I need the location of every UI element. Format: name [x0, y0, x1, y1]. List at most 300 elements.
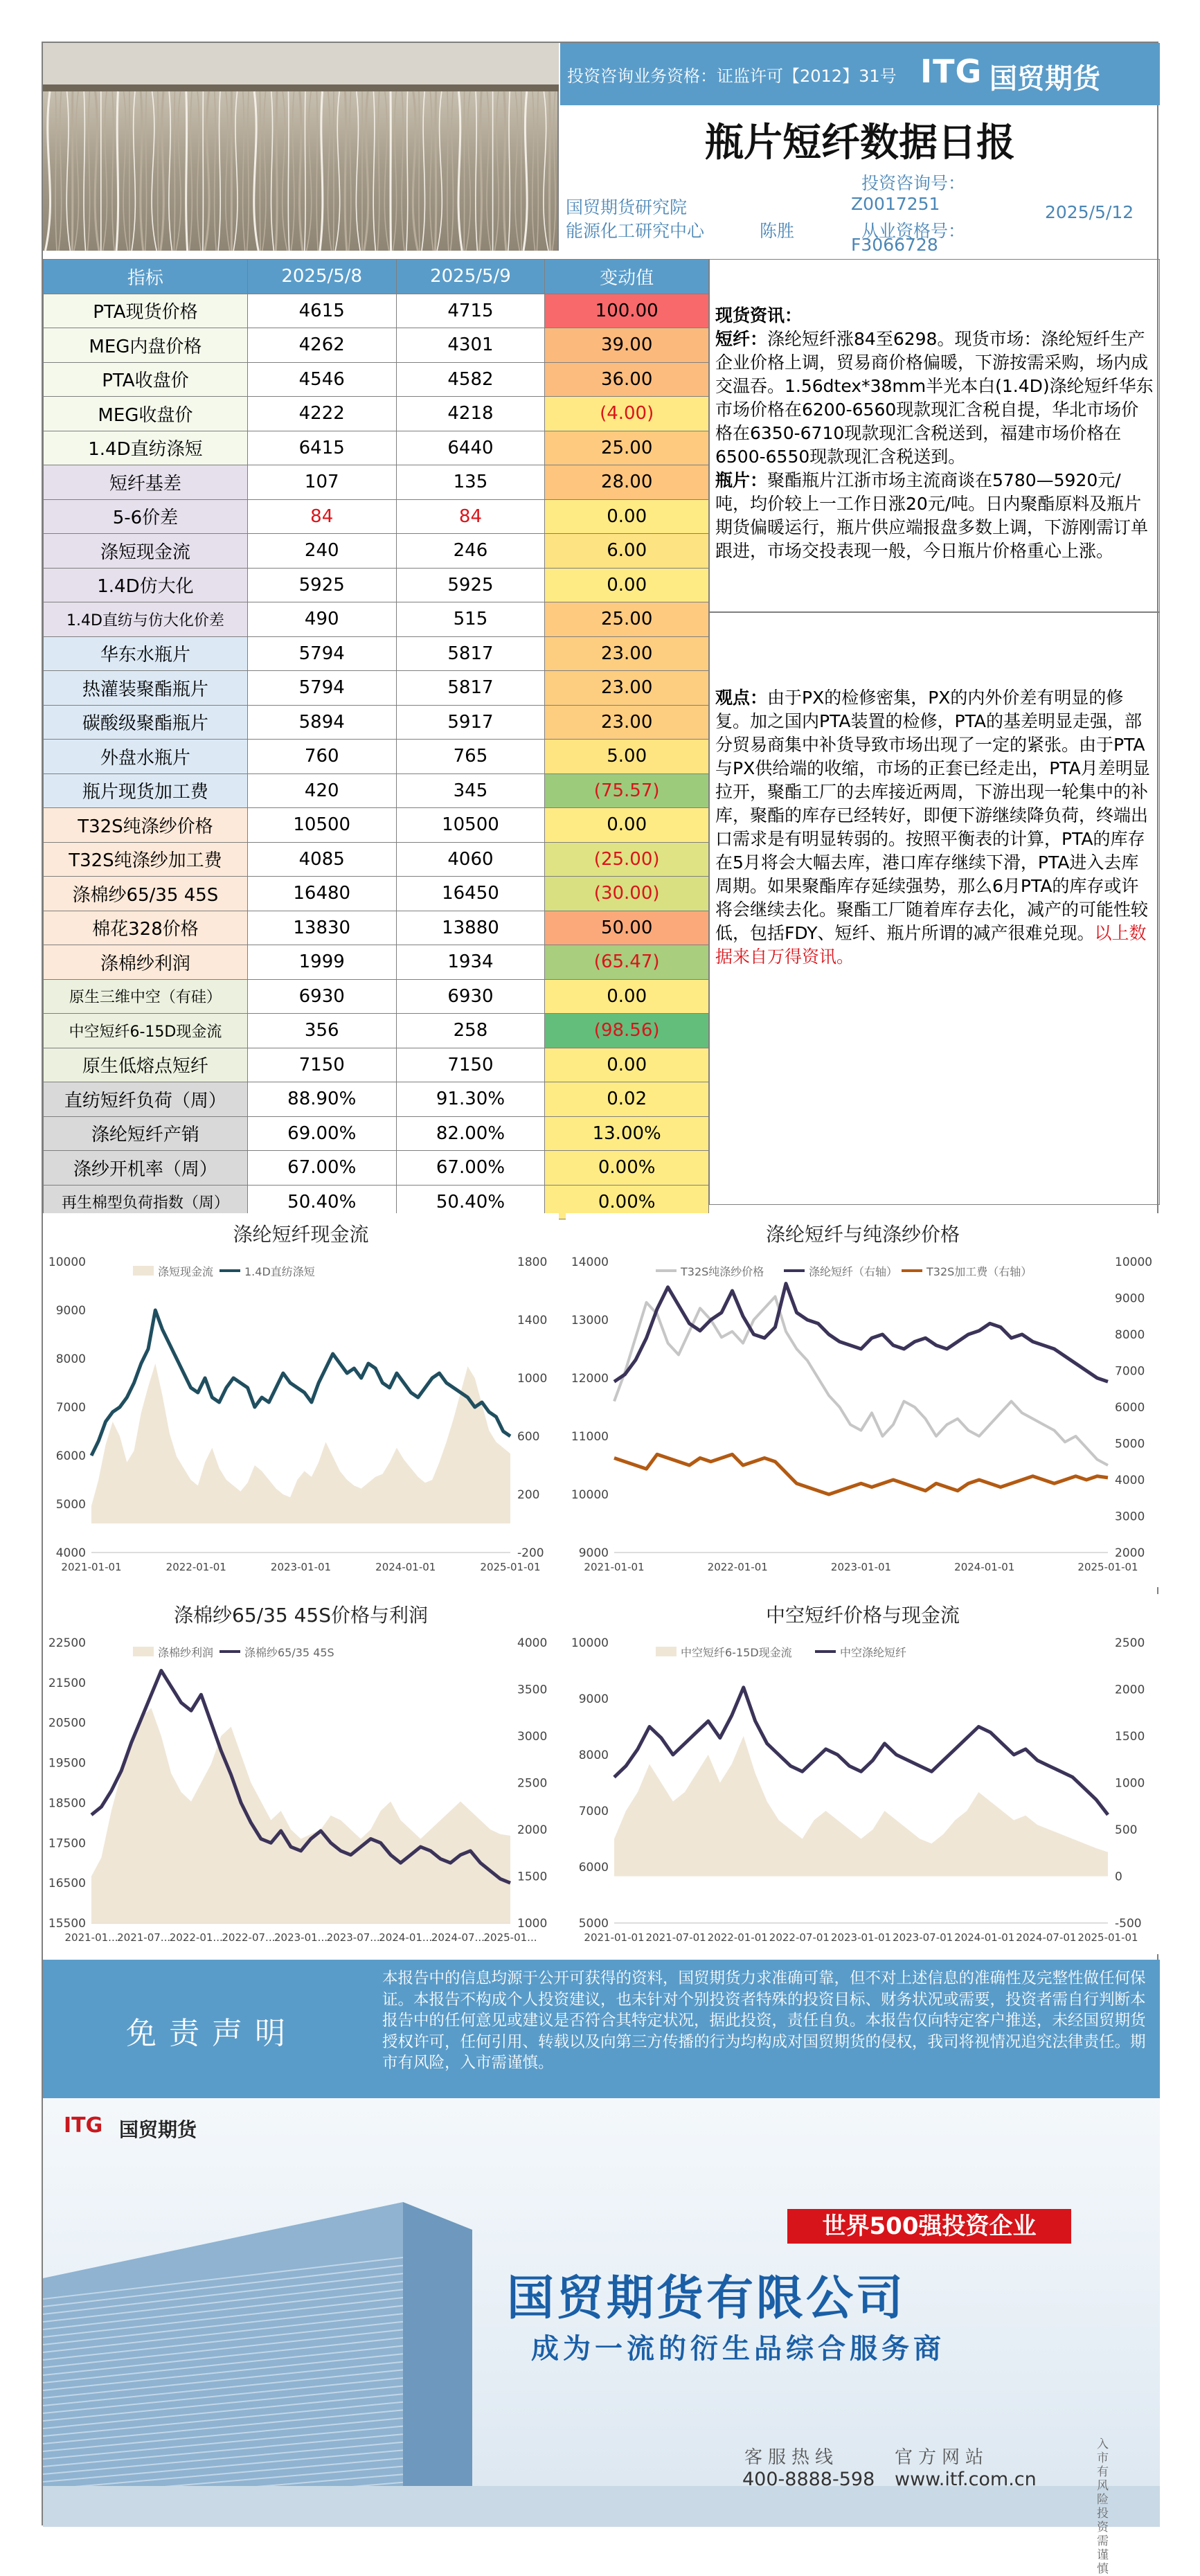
indicator-cell: 涤棉纱65/35 45S: [44, 877, 248, 911]
value-date2-cell: 5817: [396, 671, 545, 706]
thread-line: [145, 91, 147, 251]
value-date1-cell: 7150: [247, 1048, 396, 1082]
indicator-cell: 瓶片现货加工费: [44, 773, 248, 808]
value-date2-cell: 4301: [396, 328, 545, 363]
value-date2-cell: 5917: [396, 705, 545, 740]
thread-line: [87, 91, 89, 251]
y-right-tick: -500: [1115, 1917, 1142, 1931]
indicator-cell: 棉花328价格: [44, 911, 248, 945]
value-date2-cell: 765: [396, 740, 545, 774]
y-right-tick: 6000: [1115, 1401, 1145, 1415]
thread-line: [169, 91, 172, 251]
value-date2-cell: 258: [396, 1014, 545, 1048]
series-area: [91, 1363, 510, 1523]
table-body: [44, 294, 709, 1219]
y-right-tick: 1000: [517, 1917, 548, 1931]
legend-label: 涤棉纱利润: [158, 1646, 214, 1659]
table-row: [44, 465, 709, 500]
x-tick: 2024-01-01: [954, 1561, 1015, 1573]
indicator-cell: 再生棉型负荷指数（周）: [44, 1185, 248, 1219]
y-left-tick: 5000: [55, 1498, 86, 1512]
website-link[interactable]: www.itf.com.cn: [895, 2469, 1037, 2490]
thread-line: [203, 91, 204, 251]
thread-line: [112, 91, 114, 251]
y-left-tick: 4000: [55, 1546, 86, 1560]
thread-line: [197, 91, 201, 251]
table-row: [44, 1082, 709, 1117]
chart-title: 涤纶短纤现金流: [233, 1223, 369, 1246]
thread-line: [451, 91, 454, 251]
thread-line: [458, 91, 462, 251]
y-right-tick: 7000: [1115, 1364, 1145, 1379]
col-header-date1: 2025/5/8: [247, 260, 396, 294]
change-cell: 50.00: [545, 911, 709, 945]
y-left-tick: 9000: [55, 1304, 86, 1318]
legend-label: T32S加工费（右轴）: [926, 1265, 1032, 1278]
change-cell: 0.00: [545, 979, 709, 1014]
thread-line: [243, 91, 245, 251]
y-left-tick: 18500: [48, 1796, 86, 1811]
table-row: [44, 431, 709, 465]
y-right-tick: 200: [517, 1488, 540, 1502]
table-row: [44, 362, 709, 397]
thread-line: [316, 91, 318, 251]
indicator-cell: 直纺短纤负荷（周）: [44, 1082, 248, 1117]
thread-line: [283, 91, 287, 251]
bottle-label: 瓶片：: [715, 470, 768, 490]
change-cell: 23.00: [545, 636, 709, 671]
value-date2-cell: 82.00%: [396, 1116, 545, 1151]
thread-line: [158, 91, 159, 251]
thread-line: [349, 91, 351, 251]
value-date2-cell: 135: [396, 465, 545, 500]
change-cell: (25.00): [545, 842, 709, 877]
thread-line: [215, 91, 217, 251]
value-date1-cell: 4085: [247, 842, 396, 877]
y-left-tick: 13000: [571, 1314, 609, 1327]
thread-line: [393, 91, 396, 251]
change-cell: (65.47): [545, 945, 709, 980]
footer-logo: ITG: [64, 2113, 103, 2138]
table-row: [44, 808, 709, 843]
header-image: [43, 43, 559, 251]
indicator-cell: MEG收盘价: [44, 397, 248, 431]
thread-line: [132, 91, 135, 251]
y-right-tick: 10000: [1115, 1255, 1153, 1269]
indicator-cell: MEG内盘价格: [44, 328, 248, 363]
thread-line: [430, 91, 433, 251]
change-cell: 0.00: [545, 808, 709, 843]
value-date1-cell: 4222: [247, 397, 396, 431]
value-date2-cell: 4218: [396, 397, 545, 431]
report-page: [42, 42, 1158, 2576]
value-date2-cell: 4582: [396, 362, 545, 397]
y-right-tick: 3500: [517, 1683, 548, 1697]
x-tick: 2021-07-01: [645, 1931, 706, 1944]
thread-line: [45, 91, 50, 251]
thread-line: [494, 91, 499, 251]
hotline-label: 客服热线: [744, 2447, 839, 2468]
legend-swatch: [133, 1266, 154, 1276]
x-tick: 2024-01...: [379, 1931, 433, 1944]
x-tick: 2022-01-01: [707, 1931, 768, 1944]
value-date1-cell: 88.90%: [247, 1082, 396, 1117]
value-date2-cell: 13880: [396, 911, 545, 945]
thread-line: [233, 91, 238, 251]
col-header-change: 变动值: [545, 260, 709, 294]
indicator-cell: 1.4D直纺涤短: [44, 431, 248, 465]
table-row: [44, 636, 709, 671]
thread-line: [422, 91, 425, 251]
view-text: 由于PX的检修密集，PX的内外价差有明显的修复。加之国内PTA装置的检修，PTA的基差明显走强，部分贸易商集中补货导致市场出现了一定的紧张。由于PTA与PX供给端的收缩，市场的正套已经走出，PTA月差明显拉开，聚酯工厂的去库接近两周，下游出现一轮集中的补库，聚酯的库存已经转好，即便下游继续降负荷，终端出口需求是有明显转弱的。按照平衡表的计算，PTA的库存在5月将会大幅去库，港口库存继续下滑，PTA进入去库周期。如果聚酯库存延续强势，那么6月PTA的库存或许将会继续去化。聚酯工厂随着库存去化，减产的可能性较低，包括FDY、短纤、瓶片所谓的减产很难兑现。: [715, 688, 1150, 943]
y-left-tick: 16500: [48, 1877, 86, 1891]
table-row: [44, 979, 709, 1014]
x-tick: 2023-07...: [326, 1931, 380, 1944]
change-cell: 23.00: [545, 671, 709, 706]
spot-news-box: [709, 259, 1160, 612]
x-tick: 2024-07-01: [1016, 1931, 1077, 1944]
change-cell: 13.00%: [545, 1116, 709, 1151]
value-date1-cell: 50.40%: [247, 1185, 396, 1219]
thread-line: [356, 91, 360, 251]
thread-line: [161, 91, 164, 251]
thread-line: [335, 91, 339, 251]
indicator-cell: 涤纱开机率（周）: [44, 1151, 248, 1186]
thread-line: [345, 91, 347, 251]
thread-line: [523, 91, 527, 251]
disclaimer-title: 免责声明: [126, 2016, 298, 2051]
value-date2-cell: 6930: [396, 979, 545, 1014]
x-tick: 2021-01...: [64, 1931, 118, 1944]
value-date1-cell: 69.00%: [247, 1116, 396, 1151]
change-cell: 100.00: [545, 294, 709, 328]
y-right-tick: 2500: [1115, 1636, 1145, 1650]
chart-hollow-fiber: [566, 1594, 1160, 1954]
thread-line: [479, 91, 481, 251]
org-institute: 国贸期货研究院: [566, 197, 688, 217]
thread-line: [84, 91, 86, 251]
data-source: 以上数据来自万得资讯。: [715, 923, 1147, 967]
y-right-tick: 4000: [1115, 1474, 1145, 1487]
x-tick: 2022-01...: [169, 1931, 223, 1944]
y-right-tick: 3000: [517, 1730, 548, 1744]
itg-logo: ITG: [920, 53, 983, 90]
loom-threads-illustration: [43, 43, 559, 251]
table-row: [44, 328, 709, 363]
thread-line: [320, 91, 323, 251]
indicator-cell: 短纤基差: [44, 465, 248, 500]
indicator-cell: T32S纯涤纱加工费: [44, 842, 248, 877]
table-row: [44, 945, 709, 980]
value-date1-cell: 5894: [247, 705, 396, 740]
thread-line: [152, 91, 156, 251]
value-date1-cell: 240: [247, 534, 396, 569]
thread-line: [129, 91, 130, 251]
value-date2-cell: 4715: [396, 294, 545, 328]
change-cell: 23.00: [545, 705, 709, 740]
y-left-tick: 19500: [48, 1756, 86, 1771]
value-date1-cell: 356: [247, 1014, 396, 1048]
table-row: [44, 397, 709, 431]
legend-label: 涤短现金流: [158, 1265, 214, 1278]
chart-title: 涤纶短纤与纯涤纱价格: [765, 1223, 960, 1246]
y-left-tick: 8000: [55, 1352, 86, 1366]
indicator-cell: 华东水瓶片: [44, 636, 248, 671]
change-cell: 0.00%: [545, 1151, 709, 1186]
indicator-cell: 涤短现金流: [44, 534, 248, 569]
thread-line: [218, 91, 220, 251]
y-right-tick: 2500: [517, 1776, 548, 1791]
thread-line: [373, 91, 375, 251]
y-left-tick: 21500: [48, 1676, 86, 1690]
change-cell: (75.57): [545, 773, 709, 808]
thread-line: [141, 91, 143, 251]
thread-line: [466, 91, 470, 251]
chart-fiber-cashflow: [43, 1213, 559, 1587]
value-date2-cell: 4060: [396, 842, 545, 877]
value-date2-cell: 5925: [396, 568, 545, 602]
license-text: 投资咨询业务资格：证监许可【2012】31号: [567, 66, 897, 86]
thread-line: [205, 91, 209, 251]
indicator-cell: 中空短纤6-15D现金流: [44, 1014, 248, 1048]
value-date2-cell: 67.00%: [396, 1151, 545, 1186]
table-row: [44, 534, 709, 569]
change-cell: 0.00: [545, 568, 709, 602]
x-tick: 2021-01-01: [61, 1561, 122, 1573]
y-right-tick: 1000: [517, 1372, 548, 1386]
y-left-tick: 9000: [578, 1546, 609, 1560]
y-left-tick: 10000: [571, 1488, 609, 1502]
thread-line: [254, 91, 258, 251]
value-date2-cell: 5817: [396, 636, 545, 671]
spot-news-heading: 现货资讯：: [715, 305, 803, 325]
indicator-cell: 热灌装聚酯瓶片: [44, 671, 248, 706]
thread-line: [186, 91, 188, 251]
change-cell: (4.00): [545, 397, 709, 431]
y-right-tick: 3000: [1115, 1510, 1145, 1524]
value-date2-cell: 16450: [396, 877, 545, 911]
thread-line: [435, 91, 436, 251]
thread-line: [508, 91, 510, 251]
y-left-tick: 9000: [578, 1692, 609, 1706]
y-right-tick: 2000: [1115, 1546, 1145, 1560]
value-date1-cell: 5925: [247, 568, 396, 602]
disclaimer-band: [43, 1960, 1160, 2098]
data-table: [43, 259, 709, 1219]
change-cell: 6.00: [545, 534, 709, 569]
y-right-tick: 1500: [1115, 1730, 1145, 1744]
view-box: [709, 612, 1160, 1205]
change-cell: 0.00%: [545, 1185, 709, 1219]
y-left-tick: 7000: [55, 1401, 86, 1415]
table-header-row: [44, 260, 709, 294]
indicator-cell: 1.4D直纺与仿大化价差: [44, 602, 248, 637]
hotline-number[interactable]: 400-8888-598: [742, 2469, 875, 2490]
value-date2-cell: 515: [396, 602, 545, 637]
change-cell: 25.00: [545, 602, 709, 637]
disclaimer-text: 本报告中的信息均源于公开可获得的资料，国贸期货力求准确可靠，但不对上述信息的准确性及完整性做任何保证。本报告不构成个人投资建议，也未针对个别投资者特殊的投资目标、财务状况或需要，投资者需自行判断本报告中的任何意见或建议是否符合其特定状况，据此投资，责任自负。本报告仅向特定客户推送，未经国贸期货授权许可，任何引用、转载以及向第三方传播的行为均构成对国贸期货的侵权，我司将视情况追究法律责任。期市有风险，入市需谨慎。: [382, 1969, 1146, 2072]
value-date2-cell: 345: [396, 773, 545, 808]
thread-line: [384, 91, 388, 251]
value-date1-cell: 5794: [247, 636, 396, 671]
value-date1-cell: 4546: [247, 362, 396, 397]
thread-line: [402, 91, 404, 251]
legend-label: 中空涤纶短纤: [840, 1646, 907, 1659]
thread-line: [504, 91, 506, 251]
value-date1-cell: 5794: [247, 671, 396, 706]
value-date1-cell: 420: [247, 773, 396, 808]
thread-line: [103, 91, 107, 251]
y-right-tick: 1500: [517, 1870, 548, 1884]
thread-line: [364, 91, 368, 251]
org-center: 能源化工研究中心: [566, 221, 705, 241]
y-left-tick: 14000: [571, 1255, 609, 1269]
thread-line: [377, 91, 379, 251]
practice-number: F3066728: [851, 235, 938, 255]
y-right-tick: 1000: [1115, 1776, 1145, 1791]
y-right-tick: 1800: [517, 1255, 548, 1269]
table-row: [44, 294, 709, 328]
y-right-tick: 9000: [1115, 1291, 1145, 1306]
table-row: [44, 1014, 709, 1048]
x-tick: 2025-01-01: [1077, 1561, 1138, 1573]
legend-swatch: [656, 1647, 677, 1656]
change-cell: 39.00: [545, 328, 709, 363]
value-date1-cell: 10500: [247, 808, 396, 843]
thread-line: [413, 91, 418, 251]
fiber-text: 涤纶短纤涨84至6298。现货市场：涤纶短纤生产企业价格上调，贸易商价格偏暖，下游按需采购，场内成交温吞。1.56dtex*38mm半光本白(1.4D)涤纶短纤华东市场价格在6200-6560现款现汇含税自提，华北市场价格在6350-6710现款现汇含税送到，福建市场价格在6500-6550现款现汇含税送到。: [715, 329, 1154, 467]
indicator-cell: T32S纯涤纱价格: [44, 808, 248, 843]
thread-line: [226, 91, 230, 251]
footer-banner: [43, 2098, 1160, 2576]
thread-line: [476, 91, 478, 251]
indicator-cell: 1.4D仿大化: [44, 568, 248, 602]
y-left-tick: 20500: [48, 1716, 86, 1730]
y-right-tick: 5000: [1115, 1437, 1145, 1451]
table-row: [44, 602, 709, 637]
thread-line: [95, 91, 99, 251]
thread-line: [276, 91, 277, 251]
thread-line: [328, 91, 331, 251]
legend-swatch: [133, 1647, 154, 1656]
indicator-cell: 外盘水瓶片: [44, 740, 248, 774]
value-date2-cell: 6440: [396, 431, 545, 465]
y-left-tick: 17500: [48, 1836, 86, 1851]
y-right-tick: 8000: [1115, 1328, 1145, 1342]
consult-label: 投资咨询号：: [861, 173, 966, 193]
value-date1-cell: 107: [247, 465, 396, 500]
legend-label: 涤棉纱65/35 45S: [244, 1646, 334, 1659]
x-tick: 2022-07-01: [769, 1931, 830, 1944]
value-date2-cell: 7150: [396, 1048, 545, 1082]
x-tick: 2024-07...: [431, 1931, 485, 1944]
indicator-cell: 5-6价差: [44, 499, 248, 534]
thread-line: [333, 91, 334, 251]
thread-line: [544, 91, 548, 251]
legend-label: 1.4D直纺涤短: [244, 1265, 315, 1278]
value-date2-cell: 1934: [396, 945, 545, 980]
y-left-tick: 10000: [48, 1255, 86, 1269]
thread-line: [247, 91, 249, 251]
thread-line: [288, 91, 289, 251]
company-name: 国贸期货有限公司: [507, 2271, 906, 2326]
table-row: [44, 705, 709, 740]
y-left-tick: 15500: [48, 1917, 86, 1931]
change-cell: (30.00): [545, 877, 709, 911]
legend-label: T32S纯涤纱价格: [681, 1265, 764, 1278]
y-right-tick: 0: [1115, 1870, 1122, 1884]
y-right-tick: 4000: [517, 1636, 548, 1650]
y-left-tick: 8000: [578, 1748, 609, 1762]
value-date1-cell: 13830: [247, 911, 396, 945]
thread-line: [299, 91, 303, 251]
x-tick: 2021-07...: [117, 1931, 171, 1944]
fiber-label: 短纤：: [715, 329, 768, 349]
practice-label: 从业资格号：: [861, 221, 966, 241]
x-tick: 2021-01-01: [584, 1561, 645, 1573]
analyst-name: 陈胜: [760, 221, 795, 241]
table-row: [44, 911, 709, 945]
table-row: [44, 671, 709, 706]
bottle-text: 聚酯瓶片江浙市场主流商谈在5780—5920元/吨，均价较上一工作日涨20元/吨。日内聚酯原料及瓶片期货偏暖运行，瓶片供应端报盘多数上调，下游刚需订单跟进，市场交投表现一般，今日瓶片价格重心上涨。: [715, 470, 1149, 561]
change-cell: (98.56): [545, 1014, 709, 1048]
col-header-indicator: 指标: [44, 260, 248, 294]
y-right-tick: 2000: [1115, 1683, 1145, 1697]
indicator-cell: 原生低熔点短纤: [44, 1048, 248, 1082]
report-title: 瓶片短纤数据日报: [705, 120, 1015, 166]
y-left-tick: 6000: [55, 1449, 86, 1463]
indicator-cell: 涤纶短纤产销: [44, 1116, 248, 1151]
website-label: 官方网站: [895, 2447, 989, 2468]
footer-logo-text: 国贸期货: [119, 2118, 197, 2141]
thread-line: [532, 91, 535, 251]
thread-line: [59, 91, 62, 251]
value-date2-cell: 91.30%: [396, 1082, 545, 1117]
thread-line: [447, 91, 449, 251]
chart-fiber-yarn-price: [566, 1213, 1160, 1587]
value-date1-cell: 6930: [247, 979, 396, 1014]
value-date2-cell: 84: [396, 499, 545, 534]
y-left-tick: 6000: [578, 1861, 609, 1875]
value-date1-cell: 1999: [247, 945, 396, 980]
thread-line: [464, 91, 465, 251]
header-panel: [560, 43, 1160, 255]
thread-line: [189, 91, 192, 251]
x-tick: 2022-01-01: [707, 1561, 768, 1573]
table-row: [44, 1048, 709, 1082]
chart-tc-yarn-profit: [43, 1594, 559, 1954]
series-line-processing-fee: [614, 1454, 1108, 1494]
y-right-tick: 600: [517, 1430, 540, 1444]
table-row: [44, 842, 709, 877]
thread-line: [419, 91, 420, 251]
consult-number: Z0017251: [851, 194, 940, 214]
col-header-date2: 2025/5/9: [396, 260, 545, 294]
thread-line: [74, 91, 78, 251]
thread-line: [123, 91, 127, 251]
thread-line: [72, 91, 73, 251]
legend-label: 中空短纤6-15D现金流: [681, 1646, 792, 1659]
thread-line: [66, 91, 70, 251]
value-date2-cell: 50.40%: [396, 1185, 545, 1219]
x-tick: 2023-01-01: [830, 1931, 892, 1944]
series-area: [91, 1708, 510, 1924]
indicator-cell: PTA现货价格: [44, 294, 248, 328]
table-row: [44, 740, 709, 774]
thread-line: [406, 91, 408, 251]
value-date1-cell: 84: [247, 499, 396, 534]
x-tick: 2024-01-01: [375, 1561, 436, 1573]
